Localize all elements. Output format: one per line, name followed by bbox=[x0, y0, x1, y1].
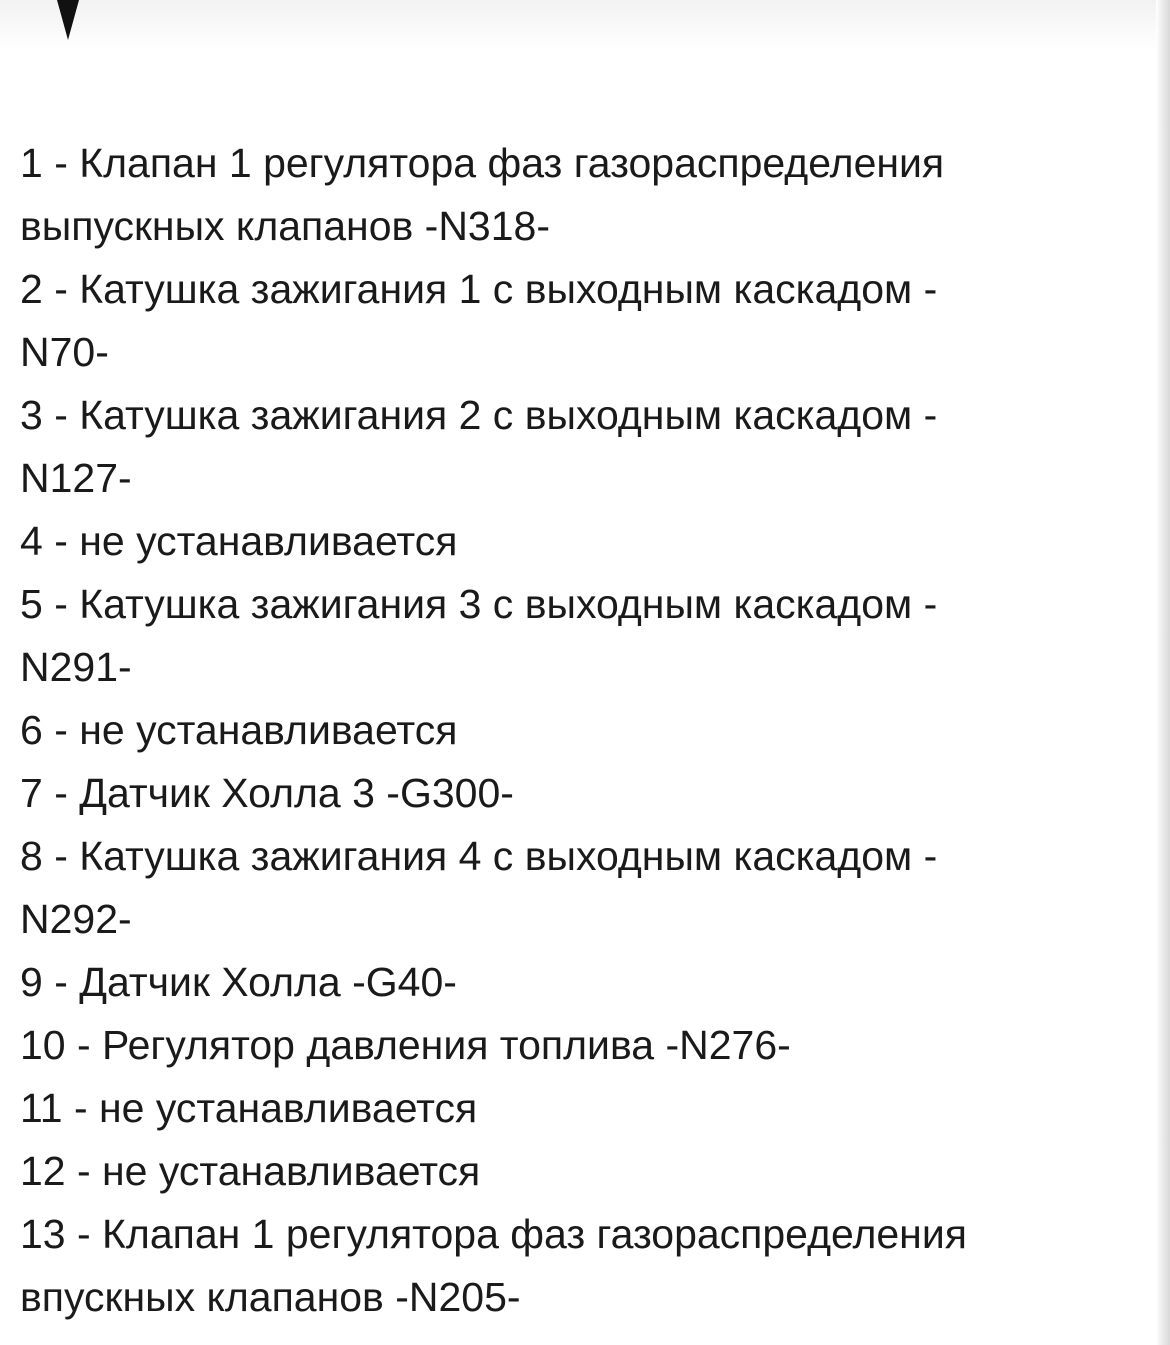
legend-item-line: 3 - Катушка зажигания 2 с выходным каскадом - bbox=[20, 392, 938, 438]
legend-item bbox=[20, 384, 1140, 510]
legend-item bbox=[20, 258, 1140, 384]
legend-item-line-continued: выпускных клапанов -N318- bbox=[20, 203, 550, 249]
right-edge-shade bbox=[1156, 0, 1170, 1345]
legend-item-line-continued: N291- bbox=[20, 644, 132, 690]
legend-item-line: 11 - не устанавливается bbox=[20, 1085, 478, 1131]
legend-item bbox=[20, 1014, 1140, 1077]
legend-item-line: 6 - не устанавливается bbox=[20, 707, 458, 753]
legend-item bbox=[20, 951, 1140, 1014]
legend-item bbox=[20, 762, 1140, 825]
legend-item bbox=[20, 825, 1140, 951]
down-triangle-icon bbox=[57, 0, 79, 40]
legend-item-line-continued: N127- bbox=[20, 455, 132, 501]
legend-item-line-continued: впускных клапанов -N205- bbox=[20, 1274, 521, 1320]
legend-item-line-continued: N292- bbox=[20, 896, 132, 942]
legend-item-line: 10 - Регулятор давления топлива -N276- bbox=[20, 1022, 791, 1068]
legend-item bbox=[20, 510, 1140, 573]
legend-list bbox=[20, 132, 1140, 1329]
legend-item-line: 2 - Катушка зажигания 1 с выходным каскадом - bbox=[20, 266, 938, 312]
legend-item-line: 12 - не устанавливается bbox=[20, 1148, 481, 1194]
legend-item-line: 9 - Датчик Холла -G40- bbox=[20, 959, 457, 1005]
legend-item bbox=[20, 1140, 1140, 1203]
legend-item bbox=[20, 1203, 1140, 1329]
legend-item-line: 4 - не устанавливается bbox=[20, 518, 458, 564]
legend-item-line-continued: N70- bbox=[20, 329, 109, 375]
legend-item-line: 13 - Клапан 1 регулятора фаз газораспределения bbox=[20, 1211, 967, 1257]
legend-item bbox=[20, 699, 1140, 762]
legend-item bbox=[20, 573, 1140, 699]
legend-item-line: 1 - Клапан 1 регулятора фаз газораспределения bbox=[20, 140, 945, 186]
legend-item-line: 5 - Катушка зажигания 3 с выходным каскадом - bbox=[20, 581, 938, 627]
legend-item bbox=[20, 132, 1140, 258]
legend-item-line: 7 - Датчик Холла 3 -G300- bbox=[20, 770, 514, 816]
top-shade bbox=[0, 0, 1170, 50]
legend-item bbox=[20, 1077, 1140, 1140]
legend-item-line: 8 - Катушка зажигания 4 с выходным каскадом - bbox=[20, 833, 938, 879]
